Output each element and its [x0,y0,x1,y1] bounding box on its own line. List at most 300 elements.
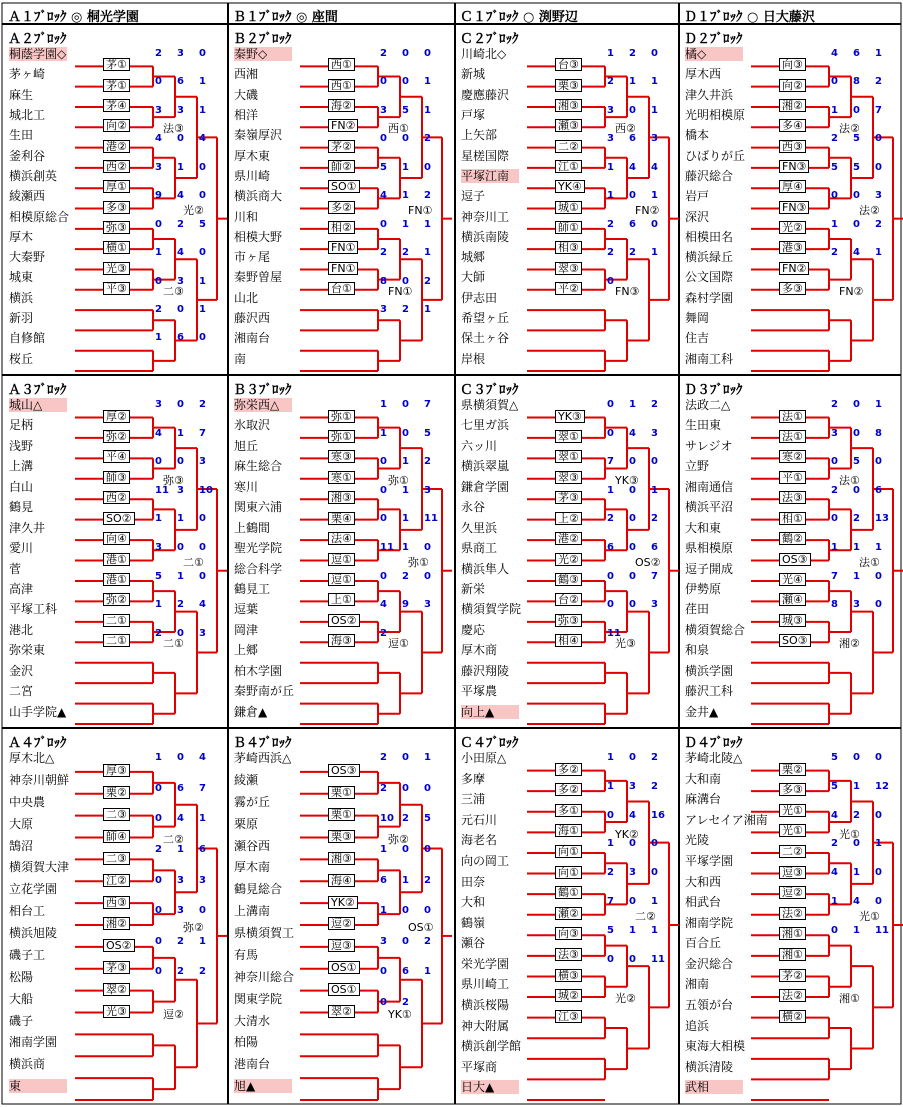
team-name: 瀬谷 [461,936,486,951]
score-value: 3 [651,133,658,145]
score-value: 1 [651,247,658,259]
team-name: 相模大野 [234,229,283,244]
score-value: 5 [607,924,614,936]
score-value: 0 [629,599,636,611]
score-value: 7 [607,456,614,468]
score-value: 2 [380,48,387,59]
score-value: 5 [199,218,206,230]
score-value: 0 [607,570,614,582]
team-name: 港南台 [234,1057,271,1072]
score-value: 0 [607,275,614,287]
block-title: Ｃ４ﾌﾞﾛｯｸ [460,736,519,751]
match-label: 湘③ [328,491,355,504]
score-value: 1 [199,935,206,947]
match-label: 法② [779,989,806,1002]
team-name: 新羽 [9,311,34,326]
match-label: 向④ [103,532,130,545]
team-name: 藤沢西 [234,311,271,326]
score-value: 0 [402,427,409,439]
team-name: 磯子工 [9,947,46,962]
score-value: 2 [831,399,838,410]
final-label: OS① [408,920,434,934]
score-value: 5 [831,780,838,792]
score-value: 1 [424,752,431,763]
match-label: OS② [103,939,135,952]
team-name: 関東学院 [234,991,283,1006]
score-value: 1 [424,76,431,88]
team-name: 湘南学院 [685,915,734,930]
score-value: 0 [607,427,614,439]
score-value: 3 [651,599,658,611]
score-value: 1 [177,570,184,582]
match-label: 二① [103,634,130,647]
match-label: 港② [555,532,582,545]
match-label: 向② [103,119,130,132]
team-name: 磯子 [9,1013,34,1028]
score-value: 1 [651,924,658,936]
final-label: 光② [183,203,204,217]
team-name: 秦野◇ [234,47,292,61]
team-name: 弥栄東 [9,643,46,658]
score-value: 0 [875,161,882,173]
score-value: 3 [831,427,838,439]
score-value: 4 [177,247,184,259]
team-name: 新栄 [461,581,486,596]
match-label: 向① [555,845,582,858]
match-label: 台① [328,282,355,295]
final-label: 弥① [408,555,429,569]
match-label: 向③ [555,927,582,940]
team-name: 相台工 [9,904,46,919]
team-name: 津久井浜 [685,87,734,102]
score-value: 0 [831,76,838,88]
score-value: 0 [651,867,658,879]
match-label: FN② [779,262,809,275]
match-label: 茅③ [555,491,582,504]
team-name: 横浜学園 [685,663,734,678]
score-value: 0 [853,104,860,116]
score-value: 1 [607,161,614,173]
final-label: 法② [859,203,880,217]
team-name: 浅野 [9,438,34,453]
team-name: 舞岡 [685,311,710,326]
score-value: 1 [607,48,614,59]
score-value: 2 [402,303,409,315]
score-value: 9 [402,599,409,611]
score-value: 4 [199,599,206,611]
team-name: 田奈 [461,874,486,889]
score-value: 0 [155,874,162,886]
match-label: 翠② [328,1005,355,1018]
team-name: 上鶴間 [234,520,271,535]
team-name: 上郷 [234,643,259,658]
team-name: 光明相模原 [685,107,746,122]
match-label: 港② [103,140,130,153]
score-value: 2 [875,76,882,88]
score-value: 2 [629,247,636,259]
team-name: 聖光学院 [234,541,283,556]
match-label: 江③ [555,1010,582,1023]
score-value: 4 [831,48,838,59]
final-label: 法① [859,555,880,569]
score-value: 6 [177,76,184,88]
match-label: 平② [555,282,582,295]
team-name: 釜利谷 [9,148,46,163]
match-label: 二③ [103,808,130,821]
score-value: 2 [875,218,882,230]
score-value: 0 [831,513,838,525]
score-value: 4 [853,896,860,908]
match-label: 平① [779,471,806,484]
match-label: 平③ [103,282,130,295]
score-value: 2 [424,935,431,947]
team-name: 茅ヶ崎 [9,67,46,82]
block-title: Ｄ２ﾌﾞﾛｯｸ [684,32,743,47]
score-value: 0 [380,570,387,582]
match-label: 栗③ [555,79,582,92]
score-value: 2 [424,874,431,886]
team-name: 法政二△ [685,398,731,412]
score-value: 0 [629,953,636,965]
match-label: 台② [555,593,582,606]
score-value: 0 [875,896,882,908]
score-value: 0 [629,838,636,850]
match-label: 弥② [103,430,130,443]
team-name: 秦野曽屋 [234,270,283,285]
score-value: 0 [380,484,387,496]
match-label: 寒② [779,450,806,463]
score-value: 0 [629,456,636,468]
team-name: 大和 [461,895,486,910]
score-value: 1 [402,218,409,230]
team-name: 藤沢翔陵 [461,663,510,678]
team-name: 西湘 [234,67,259,82]
score-value: 1 [402,484,409,496]
score-value: 2 [831,247,838,259]
team-name: 栗原 [234,816,259,831]
match-label: 栗② [103,786,130,799]
score-value: 2 [651,513,658,525]
team-name: 横須賀大津 [9,860,70,875]
score-value: 6 [853,48,860,59]
score-value: 0 [875,867,882,879]
score-value: 1 [875,247,882,259]
score-value: 1 [607,484,614,496]
block-title: Ｃ１ﾌﾞﾛｯｸ ○ 渕野辺 [460,10,578,25]
team-name: 大和西 [685,874,722,889]
score-value: 1 [651,104,658,116]
score-value: 2 [607,247,614,259]
match-label: 二② [555,140,582,153]
score-value: 1 [875,48,882,59]
round2-label: 弥① [388,473,409,487]
match-label: 師② [328,160,355,173]
final-label: 弥② [183,920,204,934]
match-label: 港① [103,553,130,566]
score-value: 6 [629,218,636,230]
score-value: 0 [629,513,636,525]
score-value: 1 [199,76,206,88]
team-name: 白山 [9,479,34,494]
match-label: 光① [779,804,806,817]
score-value: 0 [607,953,614,965]
score-value: 2 [402,813,409,825]
score-value: 2 [424,275,431,287]
match-label: 光④ [779,573,806,586]
match-label: 翠③ [555,471,582,484]
match-label: FN③ [779,160,809,173]
team-name: 横浜翠嵐 [461,459,510,474]
final-label: 光① [859,910,880,923]
score-value: 2 [155,48,162,59]
score-value: 1 [629,399,636,410]
round2-label: 光② [615,992,636,1006]
match-label: 多③ [103,201,130,214]
score-value: 1 [380,843,387,855]
team-name: 鎌倉▲ [234,704,268,719]
match-label: 鶴① [555,886,582,899]
score-value: 0 [199,542,206,554]
match-label: 多③ [779,783,806,796]
match-label: SO③ [779,634,811,647]
score-value: 3 [155,104,162,116]
score-value: 5 [853,161,860,173]
team-name: 慶応 [461,622,486,637]
score-value: 1 [380,399,387,410]
round2-label: FN② [839,284,864,298]
round2-label: 二② [163,833,184,847]
team-name: 相模原総合 [9,209,70,224]
team-name: 神大附属 [461,1018,510,1033]
score-value: 1 [177,843,184,855]
score-value: 2 [177,935,184,947]
score-value: 6 [199,843,206,855]
match-label: 海② [328,99,355,112]
team-name: 足柄 [9,418,34,433]
final-label: FN① [408,203,433,217]
score-value: 6 [651,542,658,554]
score-value: 0 [402,133,409,145]
score-value: 1 [402,874,409,886]
team-name: 横浜 [9,290,34,305]
score-value: 4 [380,190,387,202]
team-name: 大磯 [234,87,259,102]
match-label: 栗④ [328,512,355,525]
score-value: 5 [380,161,387,173]
team-name: 大船 [9,991,34,1006]
block-title: Ａ１ﾌﾞﾛｯｸ ◎ 桐光学園 [8,10,139,25]
team-name: 有馬 [234,947,259,962]
team-name: 旭丘 [234,438,259,453]
team-name: 大師 [461,270,486,285]
team-name: 鎌倉学園 [461,479,510,494]
team-name: 東 [9,1079,67,1093]
score-value: 0 [875,752,882,763]
score-value: 7 [424,399,431,410]
score-value: 4 [155,133,162,145]
team-name: 逗子開成 [685,561,734,576]
score-value: 2 [424,190,431,202]
score-value: 1 [607,838,614,850]
team-name: 伊勢原 [685,581,722,596]
team-name: 武相 [685,1080,743,1094]
score-value: 2 [424,456,431,468]
score-value: 0 [199,190,206,202]
score-value: 0 [155,275,162,287]
score-value: 0 [853,190,860,202]
score-value: 3 [380,104,387,116]
team-name: 愛川 [9,541,34,556]
score-value: 6 [380,874,387,886]
score-value: 2 [402,997,409,1008]
team-name: 茅崎北陵△ [685,751,743,765]
score-value: 0 [875,809,882,821]
score-value: 3 [424,484,431,496]
match-label: 二① [103,614,130,627]
score-value: 1 [853,570,860,582]
team-name: 荏田 [685,602,710,617]
score-value: 0 [629,570,636,582]
score-value: 0 [402,782,409,794]
team-name: 厚木北△ [9,751,55,765]
score-value: 0 [155,218,162,230]
team-name: 追浜 [685,1018,710,1033]
team-name: 中央農 [9,794,46,809]
score-value: 13 [875,513,889,525]
round2-label: 二① [163,637,184,651]
team-name: 総合科学 [234,561,283,576]
score-value: 2 [177,599,184,611]
team-name: ひばりが丘 [685,148,746,163]
match-label: FN② [328,119,358,132]
match-label: OS① [328,961,360,974]
match-label: 逗① [328,573,355,586]
team-name: 大清水 [234,1013,271,1028]
score-value: 4 [177,813,184,825]
round2-label: 湘② [839,637,860,651]
score-value: 11 [155,484,169,496]
score-value: 0 [629,896,636,908]
score-value: 1 [199,104,206,116]
team-name: 相洋 [234,107,259,122]
score-value: 1 [380,427,387,439]
team-name: 湘南通信 [685,479,734,494]
score-value: 5 [831,752,838,763]
score-value: 0 [424,161,431,173]
team-name: 弥栄西△ [234,398,292,412]
team-name: 横浜創学館 [461,1039,522,1054]
score-value: 10 [199,484,213,496]
score-value: 2 [380,782,387,794]
round2-label: 法② [839,122,860,136]
match-label: 法③ [779,491,806,504]
team-name: 相模田名 [685,229,734,244]
score-value: 0 [402,905,409,917]
team-name: 大和東 [685,520,722,535]
team-name: 生田東 [685,418,722,433]
match-label: 鶴③ [555,573,582,586]
score-value: 4 [199,133,206,145]
match-label: 弥① [328,410,355,423]
match-label: 向③ [779,58,806,71]
score-value: 3 [155,399,162,410]
score-value: 8 [831,599,838,611]
score-value: 0 [177,627,184,639]
score-value: 0 [380,218,387,230]
final-label: 二② [635,910,656,923]
score-value: 0 [853,752,860,763]
score-value: 6 [875,484,882,496]
score-value: 0 [380,456,387,468]
score-value: 0 [199,513,206,525]
team-name: 高津 [9,581,34,596]
match-label: YK③ [555,410,585,423]
score-value: 16 [651,809,665,821]
team-name: 山手学院▲ [9,704,67,719]
team-name: 藤沢総合 [685,168,734,183]
score-value: 0 [177,303,184,315]
match-label: 厚④ [779,180,806,193]
team-name: 金沢 [9,663,34,678]
match-label: 港① [103,573,130,586]
team-name: 麻溝台 [685,792,722,807]
score-value: 3 [629,780,636,792]
match-label: 上② [555,512,582,525]
match-label: 翠① [555,430,582,443]
score-value: 0 [380,513,387,525]
team-name: 柏木学園 [234,663,283,678]
team-name: 百合丘 [685,936,722,951]
match-label: 茅① [103,79,130,92]
team-name: 旭▲ [234,1079,292,1093]
score-value: 6 [177,332,184,344]
score-value: 3 [629,867,636,879]
final-label: OS② [635,555,661,569]
score-value: 0 [831,190,838,202]
team-name: 横浜桜陽 [461,998,510,1013]
score-value: 0 [424,48,431,59]
match-label: YK② [328,896,358,909]
match-label: 弥② [103,593,130,606]
score-value: 6 [402,966,409,978]
score-value: 3 [155,542,162,554]
team-name: 横浜平沼 [685,500,734,515]
match-label: 二② [779,845,806,858]
match-label: 二③ [103,852,130,865]
team-name: 逗子 [461,189,486,204]
score-value: 0 [607,809,614,821]
team-name: 川和 [234,209,259,224]
team-name: 伊志田 [461,290,498,305]
team-name: 厚木東 [234,148,271,163]
team-name: 菅 [9,561,22,576]
score-value: 1 [402,190,409,202]
match-label: 向① [555,866,582,879]
match-label: 西② [103,160,130,173]
match-label: 江① [555,160,582,173]
score-value: 0 [199,570,206,582]
round2-label: 光① [839,827,860,841]
team-name: 横須賀学院 [461,602,522,617]
score-value: 0 [155,905,162,917]
match-label: 多② [555,763,582,776]
score-value: 0 [155,782,162,794]
team-name: 秦嶺厚沢 [234,128,283,143]
score-value: 0 [199,161,206,173]
team-name: 県横須賀△ [461,398,519,412]
team-name: 七里ガ浜 [461,418,510,433]
score-value: 4 [853,247,860,259]
